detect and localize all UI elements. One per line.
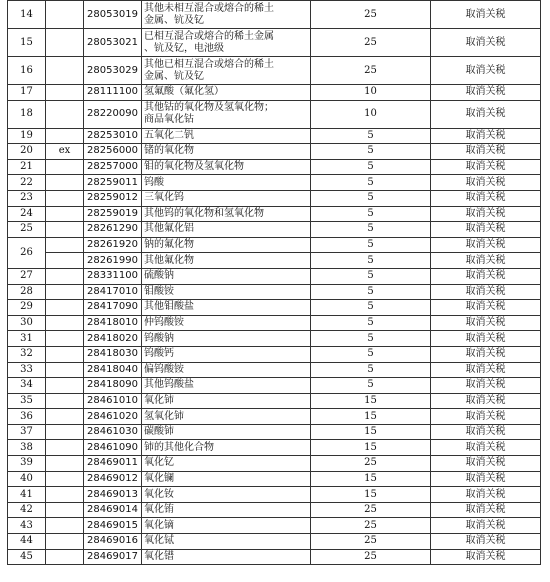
row-number: 45 <box>8 549 46 565</box>
table-row <box>8 190 541 206</box>
ex-marker <box>46 534 84 550</box>
new-tariff: 取消关税 <box>431 237 541 253</box>
tariff-code: 28111100 <box>84 85 142 101</box>
new-tariff: 取消关税 <box>431 549 541 565</box>
table-row <box>8 424 541 440</box>
tariff-rate: 25 <box>311 534 431 550</box>
table-row <box>8 1 541 29</box>
row-number: 21 <box>8 159 46 175</box>
product-name <box>142 300 311 316</box>
new-tariff: 取消关税 <box>431 85 541 101</box>
tariff-rate: 25 <box>311 57 431 85</box>
new-tariff: 取消关税 <box>431 128 541 144</box>
ex-marker <box>46 268 84 284</box>
new-tariff: 取消关税 <box>431 456 541 472</box>
new-tariff: 取消关税 <box>431 300 541 316</box>
product-name <box>142 190 311 206</box>
product-name-line: 钨酸钠 <box>144 332 174 344</box>
row-number: 31 <box>8 331 46 347</box>
product-name <box>142 29 311 57</box>
product-name <box>142 85 311 101</box>
row-number: 43 <box>8 518 46 534</box>
table-row <box>8 128 541 144</box>
tariff-code: 28469017 <box>84 549 142 565</box>
new-tariff: 取消关税 <box>431 534 541 550</box>
product-name <box>142 549 311 565</box>
tariff-rate: 5 <box>311 206 431 222</box>
new-tariff: 取消关税 <box>431 175 541 191</box>
product-name-line: 氧化钇 <box>144 457 174 469</box>
ex-marker <box>46 300 84 316</box>
ex-marker <box>46 378 84 394</box>
tariff-code: 28220090 <box>84 100 142 128</box>
new-tariff: 取消关税 <box>431 159 541 175</box>
new-tariff: 取消关税 <box>431 518 541 534</box>
tariff-rate: 5 <box>311 284 431 300</box>
product-name <box>142 502 311 518</box>
product-name-line: 氢氟酸（氟化氢） <box>144 86 224 98</box>
product-name <box>142 100 311 128</box>
product-name <box>142 424 311 440</box>
product-name-line: 氧化铽 <box>144 535 174 547</box>
table-row <box>8 440 541 456</box>
tariff-code: 28418040 <box>84 362 142 378</box>
table-row <box>8 315 541 331</box>
product-name <box>142 159 311 175</box>
tariff-rate: 5 <box>311 300 431 316</box>
product-name <box>142 284 311 300</box>
tariff-rate: 5 <box>311 362 431 378</box>
product-name-line: 硫酸钠 <box>144 270 174 282</box>
row-number: 30 <box>8 315 46 331</box>
product-name-line: 其他氟化物 <box>144 254 194 266</box>
product-name <box>142 471 311 487</box>
tariff-rate: 5 <box>311 237 431 253</box>
product-name-line: 其他未相互混合或熔合的稀土 <box>144 2 274 14</box>
table-row <box>8 378 541 394</box>
tariff-rate: 5 <box>311 159 431 175</box>
table-row <box>8 100 541 128</box>
row-number: 42 <box>8 502 46 518</box>
tariff-rate: 15 <box>311 393 431 409</box>
new-tariff: 取消关税 <box>431 315 541 331</box>
row-number: 28 <box>8 284 46 300</box>
tariff-rate: 25 <box>311 456 431 472</box>
row-number: 26 <box>8 237 46 268</box>
new-tariff: 取消关税 <box>431 29 541 57</box>
new-tariff: 取消关税 <box>431 144 541 160</box>
row-number: 19 <box>8 128 46 144</box>
tariff-code: 28469013 <box>84 487 142 503</box>
product-name <box>142 378 311 394</box>
tariff-rate: 5 <box>311 222 431 238</box>
table-row <box>8 175 541 191</box>
tariff-rate: 5 <box>311 346 431 362</box>
tariff-code: 28259012 <box>84 190 142 206</box>
table-row <box>8 253 541 269</box>
product-name-line: 钨酸钙 <box>144 348 174 360</box>
tariff-code: 28418010 <box>84 315 142 331</box>
tariff-code: 28461010 <box>84 393 142 409</box>
row-number: 37 <box>8 424 46 440</box>
product-name-line: 钠的氟化物 <box>144 239 194 251</box>
ex-marker <box>46 100 84 128</box>
new-tariff: 取消关税 <box>431 487 541 503</box>
tariff-code: 28417010 <box>84 284 142 300</box>
tariff-rate: 5 <box>311 144 431 160</box>
table-row <box>8 471 541 487</box>
table-row <box>8 237 541 253</box>
product-name <box>142 409 311 425</box>
ex-marker <box>46 331 84 347</box>
ex-marker <box>46 29 84 57</box>
new-tariff: 取消关税 <box>431 471 541 487</box>
new-tariff: 取消关税 <box>431 190 541 206</box>
tariff-code: 28261920 <box>84 237 142 253</box>
ex-marker <box>46 471 84 487</box>
new-tariff: 取消关税 <box>431 1 541 29</box>
new-tariff: 取消关税 <box>431 440 541 456</box>
product-name <box>142 315 311 331</box>
row-number: 40 <box>8 471 46 487</box>
table-row <box>8 502 541 518</box>
table-row <box>8 284 541 300</box>
table-row <box>8 206 541 222</box>
new-tariff: 取消关税 <box>431 268 541 284</box>
product-name-line: 氧化铕 <box>144 504 174 516</box>
ex-marker <box>46 362 84 378</box>
table-row <box>8 409 541 425</box>
table-row <box>8 534 541 550</box>
product-name <box>142 222 311 238</box>
row-number: 35 <box>8 393 46 409</box>
tariff-code: 28261290 <box>84 222 142 238</box>
ex-marker <box>46 456 84 472</box>
tariff-rate: 25 <box>311 502 431 518</box>
tariff-rate: 15 <box>311 409 431 425</box>
product-name <box>142 1 311 29</box>
tariff-code: 28461030 <box>84 424 142 440</box>
ex-marker <box>46 57 84 85</box>
product-name <box>142 237 311 253</box>
product-name-line: 钼的氧化物及氢氧化物 <box>144 161 244 173</box>
product-name <box>142 440 311 456</box>
new-tariff: 取消关税 <box>431 424 541 440</box>
product-name <box>142 268 311 284</box>
row-number: 16 <box>8 57 46 85</box>
product-name-line: 氧化镧 <box>144 472 174 484</box>
product-name-line: 其他氟化铝 <box>144 223 194 235</box>
new-tariff: 取消关税 <box>431 378 541 394</box>
new-tariff: 取消关税 <box>431 331 541 347</box>
product-name <box>142 128 311 144</box>
product-name-line: 其他钨的氧化物和氢氧化物 <box>144 207 264 219</box>
table-row <box>8 362 541 378</box>
product-name-line: 钨酸 <box>144 176 164 188</box>
tariff-code: 28418090 <box>84 378 142 394</box>
tariff-rate: 15 <box>311 424 431 440</box>
ex-marker <box>46 518 84 534</box>
new-tariff: 取消关税 <box>431 409 541 425</box>
row-number: 41 <box>8 487 46 503</box>
table-row <box>8 518 541 534</box>
product-name-line: 金属、钪及钇 <box>144 14 204 26</box>
product-name-line: 其他钼酸盐 <box>144 301 194 313</box>
product-name-line: 铈的其他化合物 <box>144 441 214 453</box>
product-name-line: 三氧化钨 <box>144 192 184 204</box>
table-row <box>8 456 541 472</box>
row-number: 22 <box>8 175 46 191</box>
product-name-line: 锗的氧化物 <box>144 145 194 157</box>
tariff-code: 28253010 <box>84 128 142 144</box>
new-tariff: 取消关税 <box>431 206 541 222</box>
product-name-line: 氧化钕 <box>144 488 174 500</box>
tariff-code: 28261990 <box>84 253 142 269</box>
tariff-rate: 25 <box>311 29 431 57</box>
tariff-code: 28256000 <box>84 144 142 160</box>
tariff-rate: 15 <box>311 487 431 503</box>
row-number: 15 <box>8 29 46 57</box>
product-name-line: 钼酸铵 <box>144 285 174 297</box>
ex-marker <box>46 253 84 269</box>
row-number: 32 <box>8 346 46 362</box>
ex-marker <box>46 315 84 331</box>
tariff-rate: 5 <box>311 268 431 284</box>
ex-marker <box>46 440 84 456</box>
product-name-line: 其他钴的氧化物及氢氧化物； <box>144 102 274 114</box>
ex-marker <box>46 502 84 518</box>
ex-marker <box>46 487 84 503</box>
table-row <box>8 268 541 284</box>
product-name <box>142 175 311 191</box>
product-name <box>142 534 311 550</box>
tariff-rate: 25 <box>311 549 431 565</box>
tariff-rate: 5 <box>311 175 431 191</box>
tariff-code: 28418020 <box>84 331 142 347</box>
tariff-code: 28257000 <box>84 159 142 175</box>
tariff-code: 28259011 <box>84 175 142 191</box>
tariff-code: 28053019 <box>84 1 142 29</box>
product-name-line: 仲钨酸铵 <box>144 317 184 329</box>
new-tariff: 取消关税 <box>431 362 541 378</box>
tariff-code: 28469012 <box>84 471 142 487</box>
row-number: 14 <box>8 1 46 29</box>
table-row <box>8 144 541 160</box>
tariff-code: 28259019 <box>84 206 142 222</box>
tariff-rate: 5 <box>311 190 431 206</box>
ex-marker <box>46 159 84 175</box>
ex-marker <box>46 409 84 425</box>
table-row <box>8 393 541 409</box>
product-name <box>142 331 311 347</box>
row-number: 44 <box>8 534 46 550</box>
tariff-code: 28469015 <box>84 518 142 534</box>
tariff-table-body <box>8 1 541 565</box>
product-name <box>142 206 311 222</box>
tariff-rate: 5 <box>311 378 431 394</box>
ex-marker <box>46 206 84 222</box>
row-number: 27 <box>8 268 46 284</box>
row-number: 20 <box>8 144 46 160</box>
product-name-line: 偏钨酸铵 <box>144 363 184 375</box>
ex-marker: ex <box>46 144 84 160</box>
tariff-rate: 25 <box>311 518 431 534</box>
tariff-rate: 10 <box>311 85 431 101</box>
product-name-line: 其他已相互混合或熔合的稀土 <box>144 58 274 70</box>
tariff-code: 28461090 <box>84 440 142 456</box>
ex-marker <box>46 85 84 101</box>
row-number: 24 <box>8 206 46 222</box>
row-number: 25 <box>8 222 46 238</box>
product-name-line: 氧化铈 <box>144 394 174 406</box>
product-name-line: 氢氧化铈 <box>144 410 184 422</box>
table-row <box>8 85 541 101</box>
ex-marker <box>46 284 84 300</box>
table-row <box>8 29 541 57</box>
tariff-code: 28331100 <box>84 268 142 284</box>
tariff-rate: 5 <box>311 331 431 347</box>
tariff-code: 28417090 <box>84 300 142 316</box>
product-name-line: 金属、钪及钇 <box>144 70 204 82</box>
product-name-line: 碳酸铈 <box>144 426 174 438</box>
tariff-rate: 15 <box>311 440 431 456</box>
new-tariff: 取消关税 <box>431 100 541 128</box>
row-number: 33 <box>8 362 46 378</box>
product-name <box>142 393 311 409</box>
row-number: 17 <box>8 85 46 101</box>
tariff-rate: 15 <box>311 471 431 487</box>
table-row <box>8 487 541 503</box>
tariff-code: 28418030 <box>84 346 142 362</box>
row-number: 38 <box>8 440 46 456</box>
row-number: 18 <box>8 100 46 128</box>
table-row <box>8 57 541 85</box>
tariff-rate: 5 <box>311 128 431 144</box>
product-name <box>142 518 311 534</box>
row-number: 34 <box>8 378 46 394</box>
new-tariff: 取消关税 <box>431 57 541 85</box>
row-number: 39 <box>8 456 46 472</box>
table-row <box>8 222 541 238</box>
product-name <box>142 487 311 503</box>
tariff-code: 28469016 <box>84 534 142 550</box>
tariff-rate: 10 <box>311 100 431 128</box>
table-row <box>8 159 541 175</box>
tariff-code: 28469014 <box>84 502 142 518</box>
table-row <box>8 300 541 316</box>
ex-marker <box>46 549 84 565</box>
table-row <box>8 549 541 565</box>
product-name-line: 氧化镝 <box>144 519 174 531</box>
product-name <box>142 253 311 269</box>
product-name-line: 已相互混合或熔合的稀土金属 <box>144 30 274 42</box>
tariff-rate: 25 <box>311 1 431 29</box>
product-name <box>142 346 311 362</box>
product-name <box>142 144 311 160</box>
new-tariff: 取消关税 <box>431 502 541 518</box>
new-tariff: 取消关税 <box>431 393 541 409</box>
ex-marker <box>46 222 84 238</box>
product-name-line: 氧化镨 <box>144 550 174 562</box>
ex-marker <box>46 175 84 191</box>
ex-marker <box>46 1 84 29</box>
tariff-code: 28469011 <box>84 456 142 472</box>
product-name-line: 商品氧化钴 <box>144 114 194 126</box>
product-name-line: 其他钨酸盐 <box>144 379 194 391</box>
table-row <box>8 331 541 347</box>
table-row <box>8 346 541 362</box>
tariff-code: 28053021 <box>84 29 142 57</box>
ex-marker <box>46 128 84 144</box>
new-tariff: 取消关税 <box>431 253 541 269</box>
product-name-line: 五氧化二钒 <box>144 129 194 141</box>
tariff-code: 28053029 <box>84 57 142 85</box>
ex-marker <box>46 424 84 440</box>
tariff-table <box>7 0 541 565</box>
row-number: 23 <box>8 190 46 206</box>
tariff-rate: 5 <box>311 253 431 269</box>
new-tariff: 取消关税 <box>431 222 541 238</box>
ex-marker <box>46 393 84 409</box>
product-name <box>142 362 311 378</box>
new-tariff: 取消关税 <box>431 284 541 300</box>
ex-marker <box>46 346 84 362</box>
new-tariff: 取消关税 <box>431 346 541 362</box>
product-name <box>142 57 311 85</box>
tariff-code: 28461020 <box>84 409 142 425</box>
product-name-line: 、钪及钇，电池级 <box>144 42 224 54</box>
row-number: 36 <box>8 409 46 425</box>
row-number: 29 <box>8 300 46 316</box>
tariff-rate: 5 <box>311 315 431 331</box>
ex-marker <box>46 237 84 253</box>
product-name <box>142 456 311 472</box>
ex-marker <box>46 190 84 206</box>
